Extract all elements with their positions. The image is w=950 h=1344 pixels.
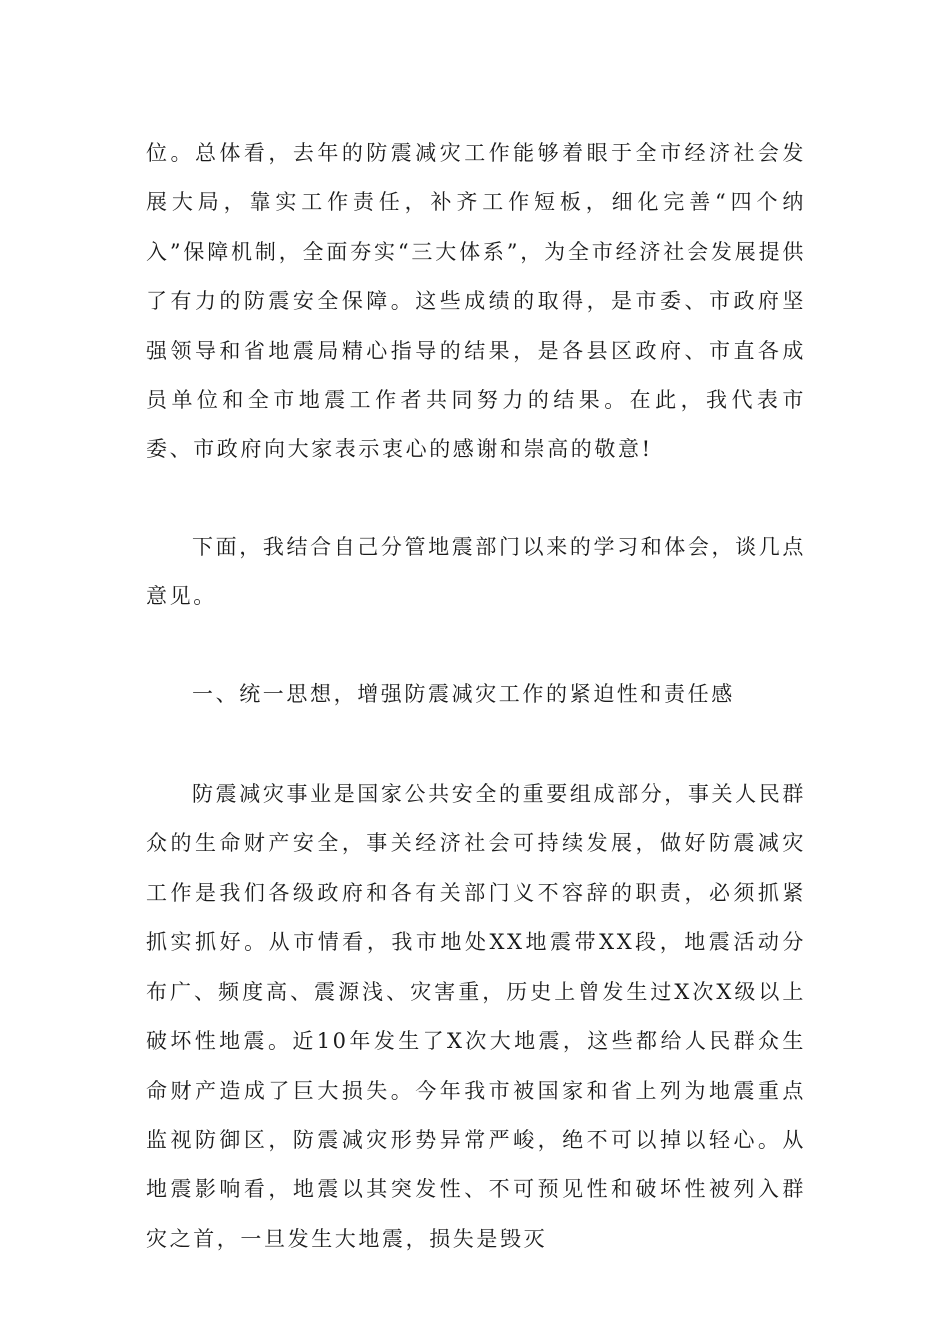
- document-body: [146, 129, 806, 1264]
- paragraph-intro: 下面，我结合自己分管地震部门以来的学习和体会，谈几点意见。: [146, 534, 806, 609]
- paragraph-continuation: 位。总体看，去年的防震减灾工作能够着眼于全市经济社会发展大局，靠实工作责任，补齐工作短板，细化完善“四个纳入”保障机制，全面夯实“三大体系”，为全市经济社会发展提供了有力的防震安全保障。这些成绩的取得，是市委、市政府坚强领导和省地震局精心指导的结果，是各县区政府、市直各成员单位和全市地震工作者共同努力的结果。在此，我代表市委、市政府向大家表示衷心的感谢和崇高的敬意!: [146, 141, 806, 462]
- section-heading: 一、统一思想，增强防震减灾工作的紧迫性和责任感: [192, 681, 735, 706]
- paragraph-body: 防震减灾事业是国家公共安全的重要组成部分，事关人民群众的生命财产安全，事关经济社会可持续发展，做好防震减灾工作是我们各级政府和各有关部门义不容辞的职责，必须抓紧抓实抓好。从市情看，我市地处XX地震带XX段，地震活动分布广、频度高、震源浅、灾害重，历史上曾发生过X次X级以上破坏性地震。近10年发生了X次大地震，这些都给人民群众生命财产造成了巨大损失。今年我市被国家和省上列为地震重点监视防御区，防震减灾形势异常严峻，绝不可以掉以轻心。从地震影响看，地震以其突发性、不可预见性和破坏性被列入群灾之首，一旦发生大地震，损失是毁灭: [146, 782, 806, 1251]
